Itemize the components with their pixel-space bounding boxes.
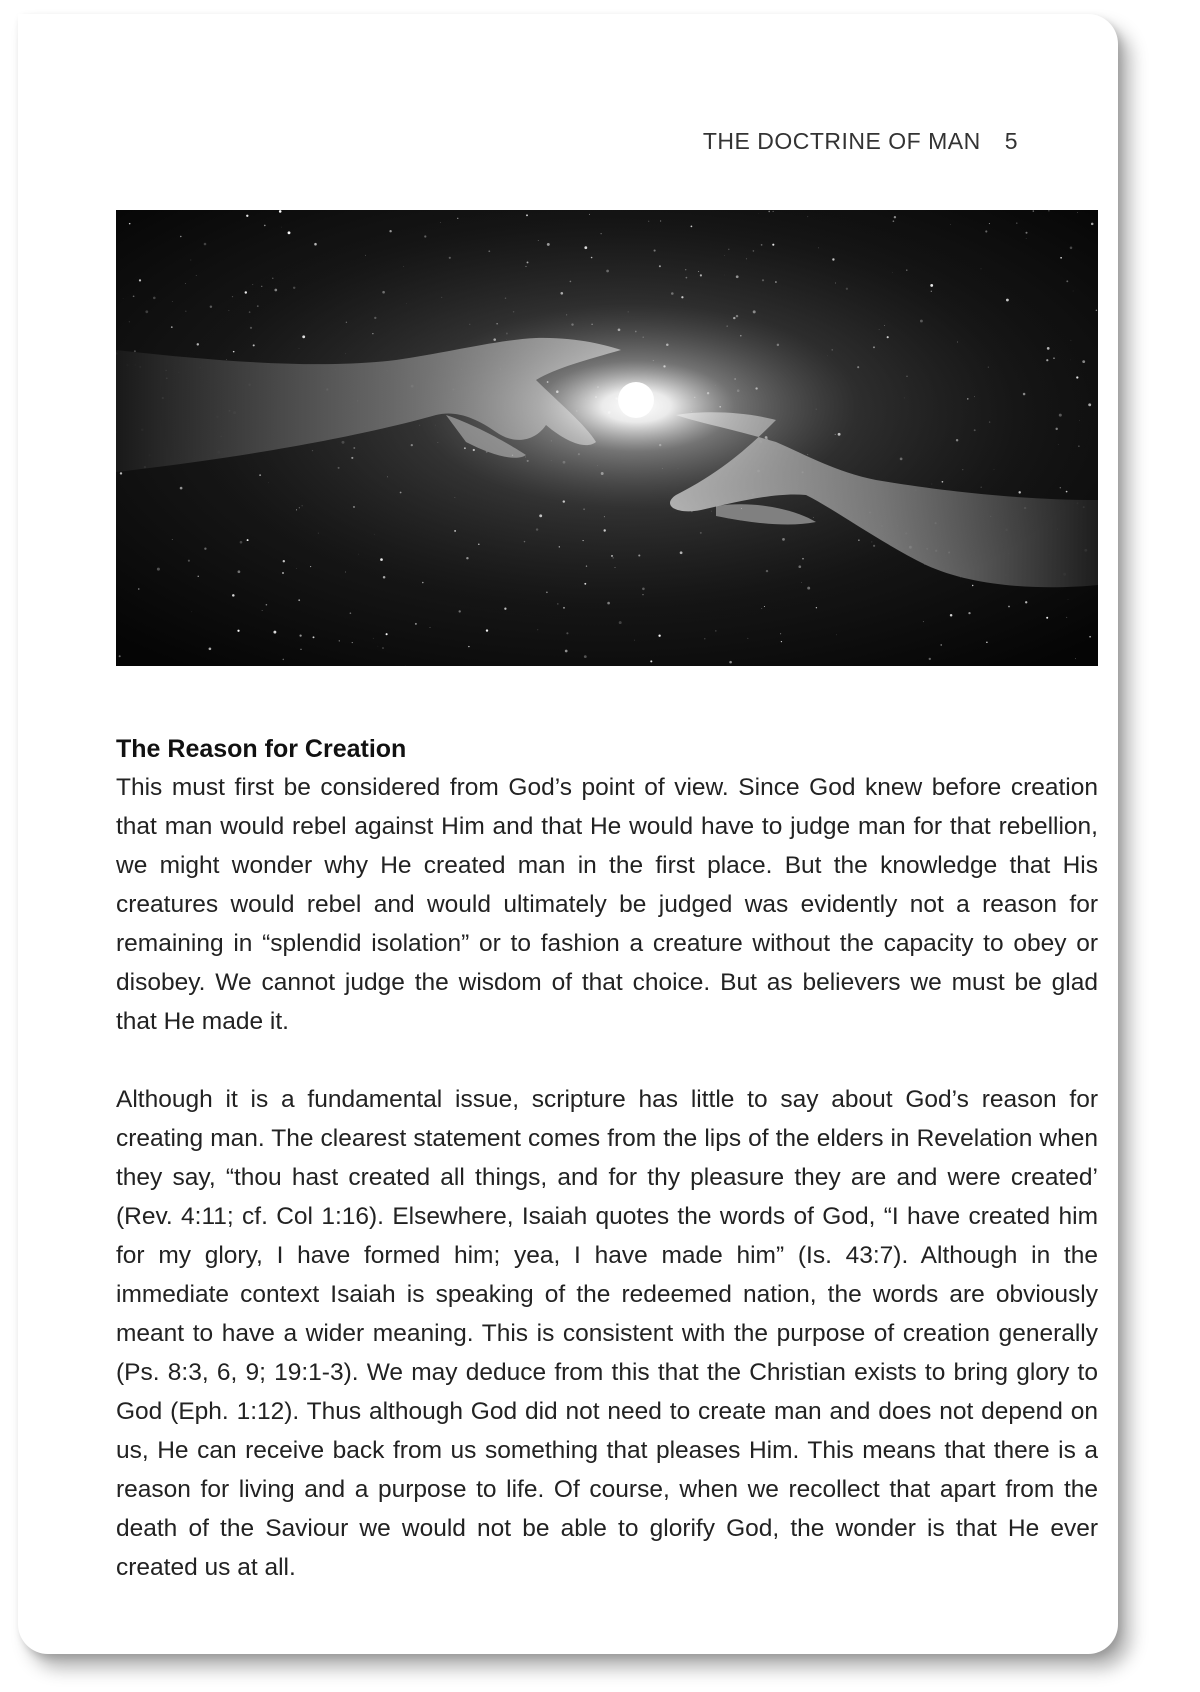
body-paragraph: Although it is a fundamental issue, scripture has little to say about God’s reason for creating man. The clearest statement comes from the lips of the elders in Revelation when they say, “thou hast created all things, and for thy pleasure they are and were created’ (Rev. 4:11; cf. Col 1:16). Elsewhere, Isaiah quotes the words of God, “I have created him for my glory, I have formed him; yea, I have made him” (Is. 43:7). Although in the immediate context Isaiah is speaking of the redeemed nation, the words are obviously meant to have a wider meaning. This is consistent with the purpose of creation generally (Ps. 8:3, 6, 9; 19:1-3). We may deduce from this that the Christian exists to bring glory to God (Eph. 1:12). Thus although God did not need to create man and does not depend on us, He can receive back from us something that pleases Him. This means that there is a reason for living and a purpose to life. Of course, when we recollect that apart from the death of the Saviour we would not be able to glorify God, the wonder is that He ever created us at all. xyxy=(116,1086,1098,1581)
running-header xyxy=(703,128,1018,155)
hands-reaching-in-galaxy-image xyxy=(116,210,1098,666)
section-heading: The Reason for Creation xyxy=(116,735,407,763)
book-page xyxy=(18,14,1118,1654)
body-paragraph: This must first be considered from God’s point of view. Since God knew before creation that man would rebel against Him and that He would have to judge man for that rebellion, we might wonder why He created man in the first place. But the knowledge that His creatures would rebel and would ultimately be judged was evidently not a reason for remaining in “splendid isolation” or to fashion a creature without the capacity to obey or disobey. We cannot judge the wisdom of that choice. But as believers we must be glad that He made it. xyxy=(116,774,1098,1035)
galaxy-illustration xyxy=(116,210,1098,666)
running-title: THE DOCTRINE OF MAN xyxy=(702,128,981,154)
page-number: 5 xyxy=(1004,128,1018,154)
main-text xyxy=(116,730,1098,1626)
